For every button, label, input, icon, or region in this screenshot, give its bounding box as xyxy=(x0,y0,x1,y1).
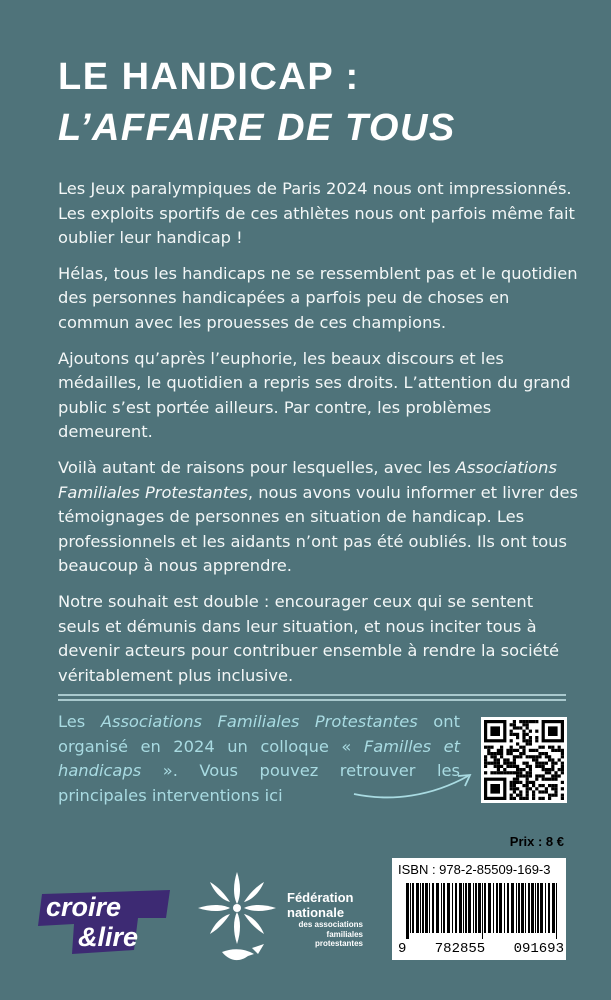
isbn-number: ISBN : 978-2-85509-169-3 xyxy=(398,862,551,877)
ean-digits xyxy=(398,941,564,957)
ean-digits-2: 782855 xyxy=(434,941,486,957)
paragraph-2: Hélas, tous les handicaps ne se ressemblent pas et le quotidien des personnes handicapées a parfois peu de choses en commun avec les prouesses de ces champions. xyxy=(58,263,578,332)
paragraph-4-end: , nous avons voulu informer et livrer des témoignages de personnes en situation de handicap. Les professionnels et les aidants n’ont pas été oubliés. Ils ont tous beaucoup à nous apprendre. xyxy=(58,482,578,576)
croire-et-lire-logo xyxy=(38,888,176,958)
ean-digit-1: 9 xyxy=(398,941,407,957)
qr-code-icon xyxy=(481,717,567,803)
paragraph-4 xyxy=(58,456,578,579)
paragraph-1: Les Jeux paralympiques de Paris 2024 nous ont impressionnés. Les exploits sportifs de ces athlètes nous ont parfois même fait oublier leur handicap ! xyxy=(58,179,575,248)
title-line-2: L’AFFAIRE DE TOUS xyxy=(58,107,456,149)
ean-digits-3: 091693 xyxy=(513,941,564,957)
promo-text-2: ont organisé en 2024 un colloque « xyxy=(58,712,460,756)
arrow-right-icon xyxy=(352,770,478,800)
price-label: Prix : 8 € xyxy=(509,834,564,849)
book-title xyxy=(58,52,578,154)
logo-line-2: &lire xyxy=(78,922,139,952)
promo-italic-2: Familles et handicaps xyxy=(58,736,460,781)
federation-small-2: familiales xyxy=(326,929,363,939)
logo-line-1: croire xyxy=(46,892,122,922)
federation-line-1: Fédération xyxy=(287,890,354,905)
federation-small-1: des associations xyxy=(298,920,363,929)
barcode-icon xyxy=(398,883,564,939)
paragraph-3: Ajoutons qu’après l’euphorie, les beaux discours et les médailles, le quotidien a repris ses droits. L’attention du grand public s’est portée ailleurs. Par contre, les problèmes demeurent. xyxy=(58,348,571,442)
federation-line-2: nationale xyxy=(287,905,345,920)
promo-text-3: ». Vous pouvez retrouver les principales interventions ici xyxy=(58,761,460,805)
promo-text-1: Les xyxy=(58,712,86,731)
qr-code[interactable] xyxy=(481,717,567,803)
federation-small-3: protestantes xyxy=(314,939,363,948)
federation-name xyxy=(287,890,363,949)
back-cover-text xyxy=(58,177,578,699)
divider-top-2 xyxy=(58,699,566,701)
promo-italic-1: Associations Familiales Protestantes xyxy=(100,712,418,731)
title-line-1: LE HANDICAP : xyxy=(58,56,360,98)
paragraph-4-italic: Associations Familiales Protestantes xyxy=(58,457,557,502)
federation-emblem-icon xyxy=(192,868,282,966)
divider-top-1 xyxy=(58,694,566,696)
paragraph-4-start: Voilà autant de raisons pour lesquelles, avec les xyxy=(58,457,451,477)
paragraph-5: Notre souhait est double : encourager ceux qui se sentent seuls et démunis dans leur situation, et nous inciter tous à devenir acteurs pour contribuer ensemble à rendre la société véritablement plus inclusive. xyxy=(58,591,560,685)
